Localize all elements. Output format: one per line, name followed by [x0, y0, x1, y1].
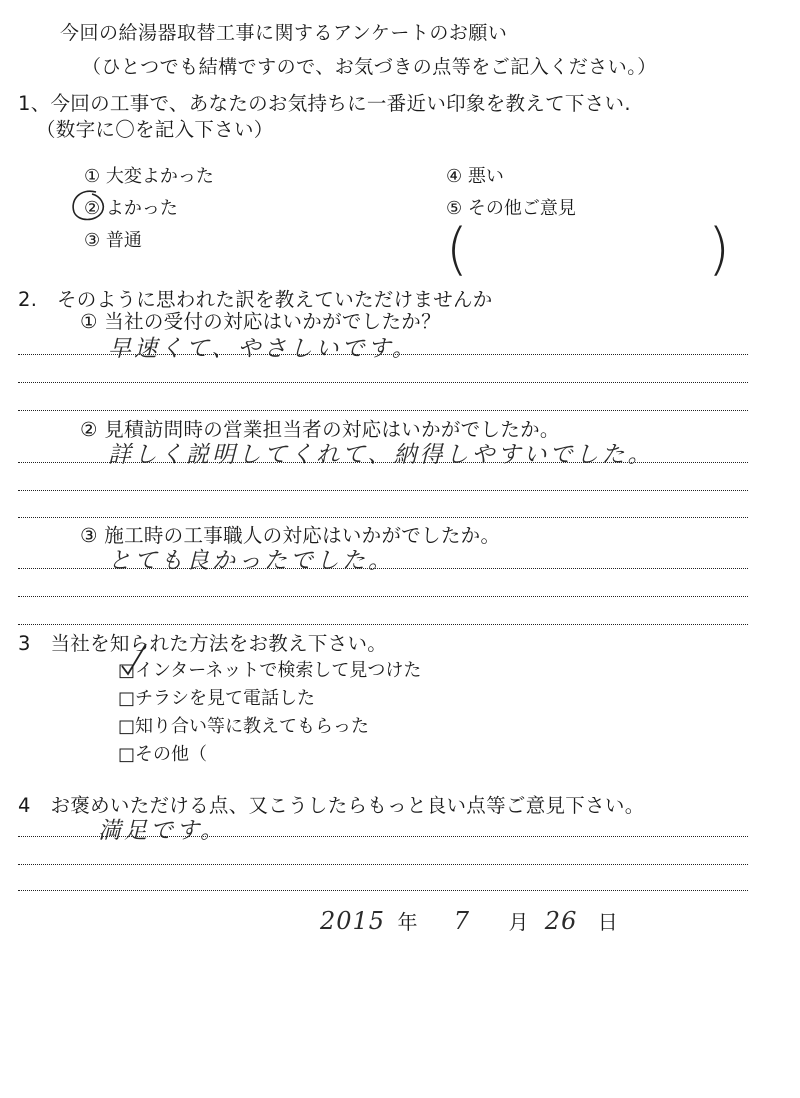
survey-title: 今回の給湯器取替工事に関するアンケートのお願い — [60, 22, 508, 44]
answer-line — [18, 410, 748, 411]
q3-title: 3 当社を知られた方法をお教え下さい。 — [18, 632, 388, 655]
q1-option-3[interactable]: ③ 普通 — [84, 230, 142, 251]
date-month-label: 月 — [508, 910, 529, 934]
answer-line — [18, 624, 748, 625]
q2-sub3-answer[interactable]: とても良かったでした。 — [108, 548, 394, 574]
answer-line — [18, 568, 748, 569]
q1-option-4[interactable]: ④ 悪い — [446, 166, 504, 187]
q1-note: （数字に〇を記入下さい） — [36, 118, 274, 141]
survey-subtitle: （ひとつでも結構ですので、お気づきの点等をご記入ください。） — [82, 56, 657, 78]
q2-sub1-answer[interactable]: 早速くて、やさしいです。 — [108, 336, 418, 362]
answer-line — [18, 517, 748, 518]
date-year-label: 年 — [397, 910, 418, 934]
q2-sub1-question: ① 当社の受付の対応はいかがでしたか？ — [80, 310, 441, 333]
q2-sub2-answer[interactable]: 詳しく説明してくれて、納得しやすいでした。 — [108, 442, 654, 468]
answer-line — [18, 890, 748, 891]
other-close-paren: ) — [708, 217, 730, 282]
q3-option-other[interactable]: □その他（ — [118, 744, 208, 765]
q3-option-flyer[interactable]: □チラシを見て電話した — [118, 688, 316, 709]
answer-line — [18, 382, 748, 383]
q3-option-acquaintance[interactable]: □知り合い等に教えてもらった — [118, 716, 370, 737]
other-open-paren: ( — [446, 217, 468, 282]
answer-line — [18, 462, 748, 463]
selection-circle-mark — [66, 186, 110, 226]
q4-answer[interactable]: 満足です。 — [98, 818, 227, 844]
answer-line — [18, 490, 748, 491]
answer-line — [18, 836, 748, 837]
q2-sub2-question: ② 見積訪問時の営業担当者の対応はいかがでしたか。 — [80, 418, 560, 441]
answer-line — [18, 354, 748, 355]
answer-line — [18, 596, 748, 597]
date-month[interactable]: 7 — [453, 907, 473, 935]
date-line — [320, 906, 618, 935]
q2-sub3-question: ③ 施工時の工事職人の対応はいかがでしたか。 — [80, 524, 501, 547]
q1-option-5[interactable]: ⑤ その他ご意見 — [446, 198, 576, 219]
checkmark-icon — [112, 640, 152, 680]
q3-option-internet[interactable]: □インターネットで検索して見つけた — [118, 660, 422, 681]
date-day[interactable]: 26 — [544, 907, 578, 935]
q1-option-1[interactable]: ① 大変よかった — [84, 166, 214, 187]
q1-option-2[interactable]: ② よかった — [84, 198, 178, 219]
date-year[interactable]: 2015 — [320, 907, 386, 935]
q1-title: 1、今回の工事で、あなたのお気持ちに一番近い印象を教えて下さい. — [18, 92, 631, 115]
date-day-label: 日 — [597, 910, 618, 934]
q4-title: 4 お褒めいただける点、又こうしたらもっと良い点等ご意見下さい。 — [18, 794, 645, 817]
answer-line — [18, 864, 748, 865]
q2-title: 2. そのように思われた訳を教えていただけませんか — [18, 288, 493, 311]
